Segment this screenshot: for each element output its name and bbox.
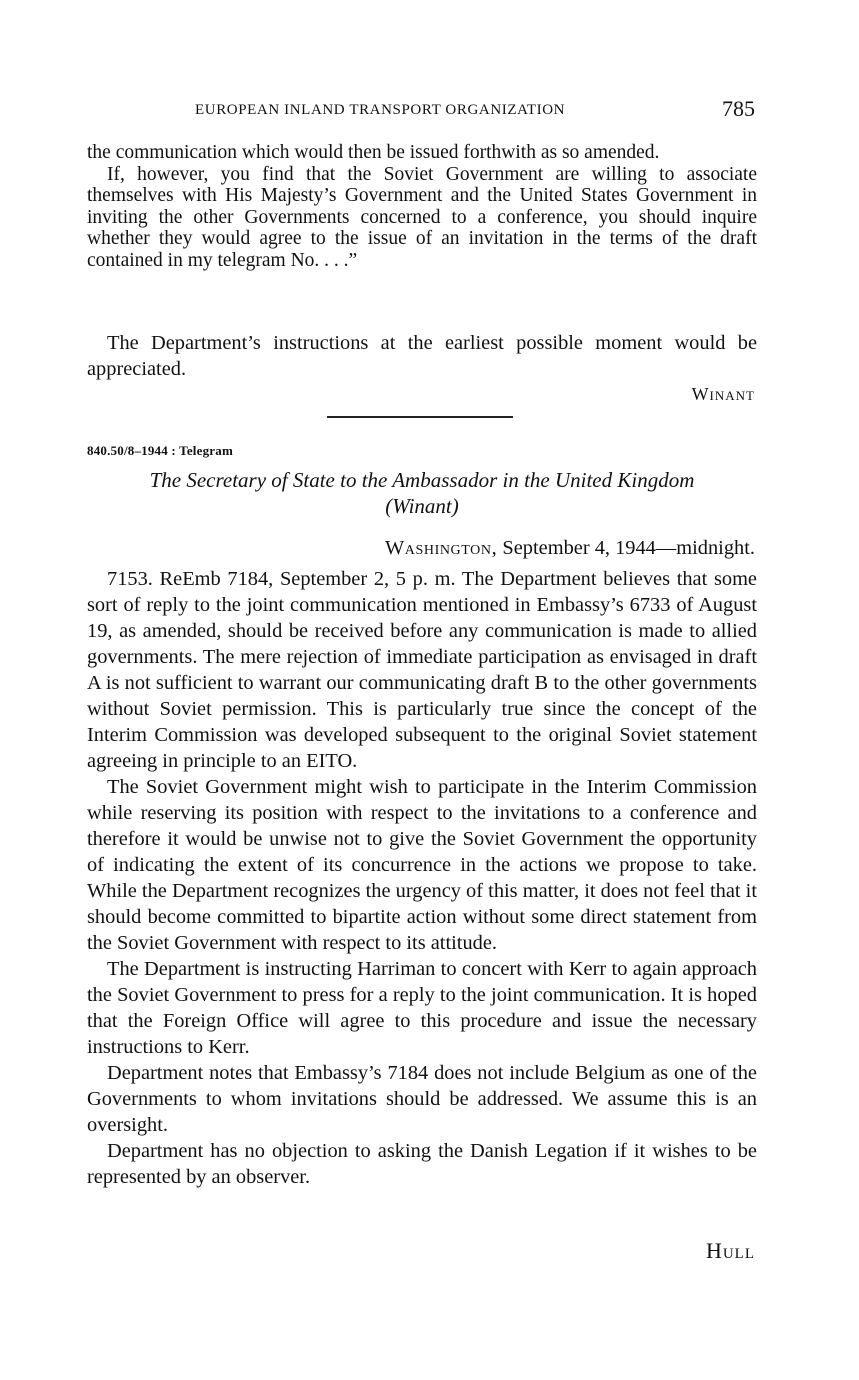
document-heading bbox=[87, 467, 757, 519]
dateline bbox=[385, 537, 755, 560]
signature-winant: Winant bbox=[691, 384, 755, 404]
heading-line: The Secretary of State to the Ambassador in the United Kingdom bbox=[149, 468, 695, 492]
running-head bbox=[87, 96, 757, 126]
body-paragraph: Department has no objection to asking the Danish Legation if it wishes to be represented by an observer. bbox=[87, 1140, 757, 1188]
preceding-telegram-continuation bbox=[87, 142, 757, 272]
file-reference: 840.50/8–1944 : Telegram bbox=[87, 443, 233, 458]
body-paragraph: The Soviet Government might wish to participate in the Interim Commission while reserving its position with respect to the invitations to a conference and therefore it would be unwise not to give the Soviet Government the opportunity of indicating the extent of its concurrence in the actions we propose to take. While the Department recognizes the urgency of this matter, it does not feel that it should become committed to bipartite action without some direct statement from the Soviet Government with respect to its attitude. bbox=[87, 776, 757, 954]
body-paragraph: 7153. ReEmb 7184, September 2, 5 p. m. The Department believes that some sort of reply to the joint communication mentioned in Embassy’s 6733 of August 19, as amended, should be received before any communication is made to allied governments. The mere rejection of immediate participation as envisaged in draft A is not sufficient to warrant our communicating draft B to the other governments without Soviet permission. This is particularly true since the concept of the Interim Commission was developed subsequent to the original Soviet statement agreeing in principle to an EITO. bbox=[87, 568, 757, 772]
body-paragraph: If, however, you find that the Soviet Government are willing to associate themselves with His Majesty’s Government and the United States Government in inviting the other Governments concerned to a conference, you should inquire whether they would agree to the issue of an invitation in the terms of the draft contained in my telegram No. . . .” bbox=[87, 163, 757, 271]
body-paragraph: The Department’s instructions at the earliest possible moment would be appreciated. bbox=[87, 332, 757, 380]
section-divider bbox=[327, 416, 513, 418]
signature-hull: Hull bbox=[705, 1238, 755, 1263]
telegram-body bbox=[87, 566, 757, 1190]
closing-paragraph bbox=[87, 330, 757, 382]
body-paragraph: the communication which would then be issued forthwith as so amended. bbox=[87, 142, 660, 163]
body-paragraph: Department notes that Embassy’s 7184 does not include Belgium as one of the Governments to whom invitations should be addressed. We assume this is an oversight. bbox=[87, 1062, 757, 1136]
heading-line: (Winant) bbox=[385, 494, 459, 518]
running-title: EUROPEAN INLAND TRANSPORT ORGANIZATION bbox=[195, 102, 566, 118]
dateline-date: September 4, 1944—midnight. bbox=[502, 537, 755, 559]
dateline-place: Washington, bbox=[384, 537, 498, 559]
page-number: 785 bbox=[722, 96, 755, 121]
body-paragraph: The Department is instructing Harriman to concert with Kerr to again approach the Soviet Government to press for a reply to the joint communication. It is hoped that the Foreign Office will agree to this procedure and issue the necessary instructions to Kerr. bbox=[87, 958, 757, 1058]
